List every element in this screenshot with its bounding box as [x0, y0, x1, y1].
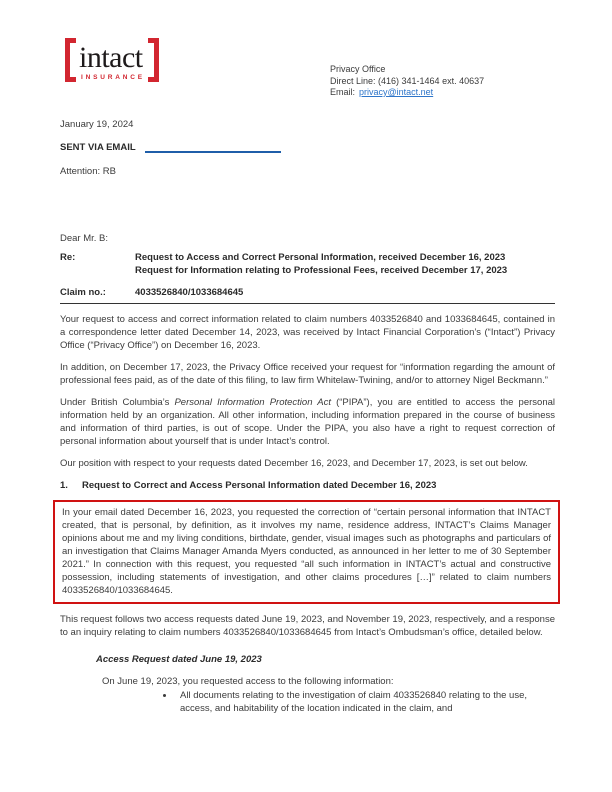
claim-number-row	[60, 286, 555, 299]
section-1-title: Request to Correct and Access Personal Information dated December 16, 2023	[82, 480, 437, 491]
highlighted-paragraph-box	[53, 500, 560, 604]
salutation: Dear Mr. B:	[60, 233, 109, 244]
re-label: Re:	[60, 252, 76, 263]
list-item: • All documents relating to the investigation of claim 4033526840 relating to the use, access, and habitability of the location indicated in the claim, and	[175, 689, 527, 715]
section-1-heading	[60, 479, 555, 492]
paragraph-3-text: Under British Columbia’s	[60, 397, 175, 408]
section-1-number: 1.	[60, 480, 68, 491]
letter-body	[0, 118, 612, 715]
brand-logo	[65, 38, 159, 82]
claim-label: Claim no.:	[60, 287, 106, 298]
access-request-heading: Access Request dated June 19, 2023	[96, 654, 262, 665]
attention-line: Attention: RB	[60, 166, 116, 177]
letter-date: January 19, 2024	[60, 119, 134, 130]
sent-via-email-row	[60, 141, 555, 154]
access-request-bullet-list	[175, 689, 527, 715]
re-block	[60, 251, 555, 277]
access-request-intro: On June 19, 2023, you requested access to the following information:	[102, 676, 394, 687]
email-redaction-line	[145, 151, 281, 154]
logo-left-bracket-icon	[65, 38, 76, 82]
contact-office: Privacy Office	[330, 64, 386, 74]
contact-direct-line: Direct Line: (416) 341-1464 ext. 40637	[330, 75, 485, 86]
highlighted-paragraph: In your email dated December 16, 2023, you requested the correction of “certain personal information that INTACT created, that is personal, by definition, as it involves my name, residence address, INTACT’s Claims Manager opinions about me and my living conditions, birthdate, gender, visual images such as photographs and particulars of an investigation that Claims Manager Amanda Myers conducted, as announced in her letter to me of 30 September 2021.” In connection with this request, you requested “all such information in INTACT’s actual and constructive possession, including statements of investigation, and other claims procedures […]” related to claim numbers 4033526840/1033684645.	[62, 507, 551, 596]
contact-block	[330, 64, 484, 99]
letter-header	[0, 0, 612, 100]
body-paragraph-3	[60, 396, 555, 448]
body-paragraph-4: Our position with respect to your requests dated December 16, 2023, and December 17, 2023, is set out below.	[60, 458, 528, 469]
sent-via-email-label: SENT VIA EMAIL	[60, 142, 136, 153]
body-paragraph-2: In addition, on December 17, 2023, the Privacy Office received your request for “information regarding the amount of professional fees paid, as of the date of this filing, to law firm Whitelaw-Twining, and/or to attorney Nigel Beckmann.”	[60, 362, 555, 386]
logo-tagline: INSURANCE	[81, 74, 145, 81]
claim-value: 4033526840/1033684645	[135, 287, 244, 298]
claim-divider	[60, 303, 555, 304]
paragraph-3-text-cont: (“PIPA”), you are entitled to access the personal information held by an organization. All other information, including information prepared in the course of business and information of third parties, is out of scope. Under the PIPA, you also have a right to request correction of personal information about yourself that is under Intact’s control.	[60, 397, 555, 447]
act-name-italic: Personal Information Protection Act	[174, 397, 331, 408]
logo-wordmark: intact	[79, 41, 143, 74]
contact-email-label: Email:	[330, 87, 356, 97]
logo-right-bracket-icon	[148, 38, 159, 82]
email-link[interactable]: privacy@intact.net	[359, 87, 434, 97]
body-paragraph-1: Your request to access and correct information related to claim numbers 4033526840 and 1033684645, contained in a correspondence letter dated December 14, 2023, was received by Intact Financial Corporation’s (“Intact”) Privacy Office (“Privacy Office”) on December 16, 2023.	[60, 314, 555, 351]
re-line-2: Request for Information relating to Professional Fees, received December 17, 2023	[135, 265, 508, 276]
contact-email-row	[330, 87, 484, 99]
re-line-1: Request to Access and Correct Personal Information, received December 16, 2023	[135, 252, 506, 263]
followup-paragraph: This request follows two access requests dated June 19, 2023, and November 19, 2023, respectively, and a response to an inquiry relating to claim numbers 4033526840/1033684645 from Intact’s Ombudsman’s office, detailed below.	[60, 614, 555, 638]
